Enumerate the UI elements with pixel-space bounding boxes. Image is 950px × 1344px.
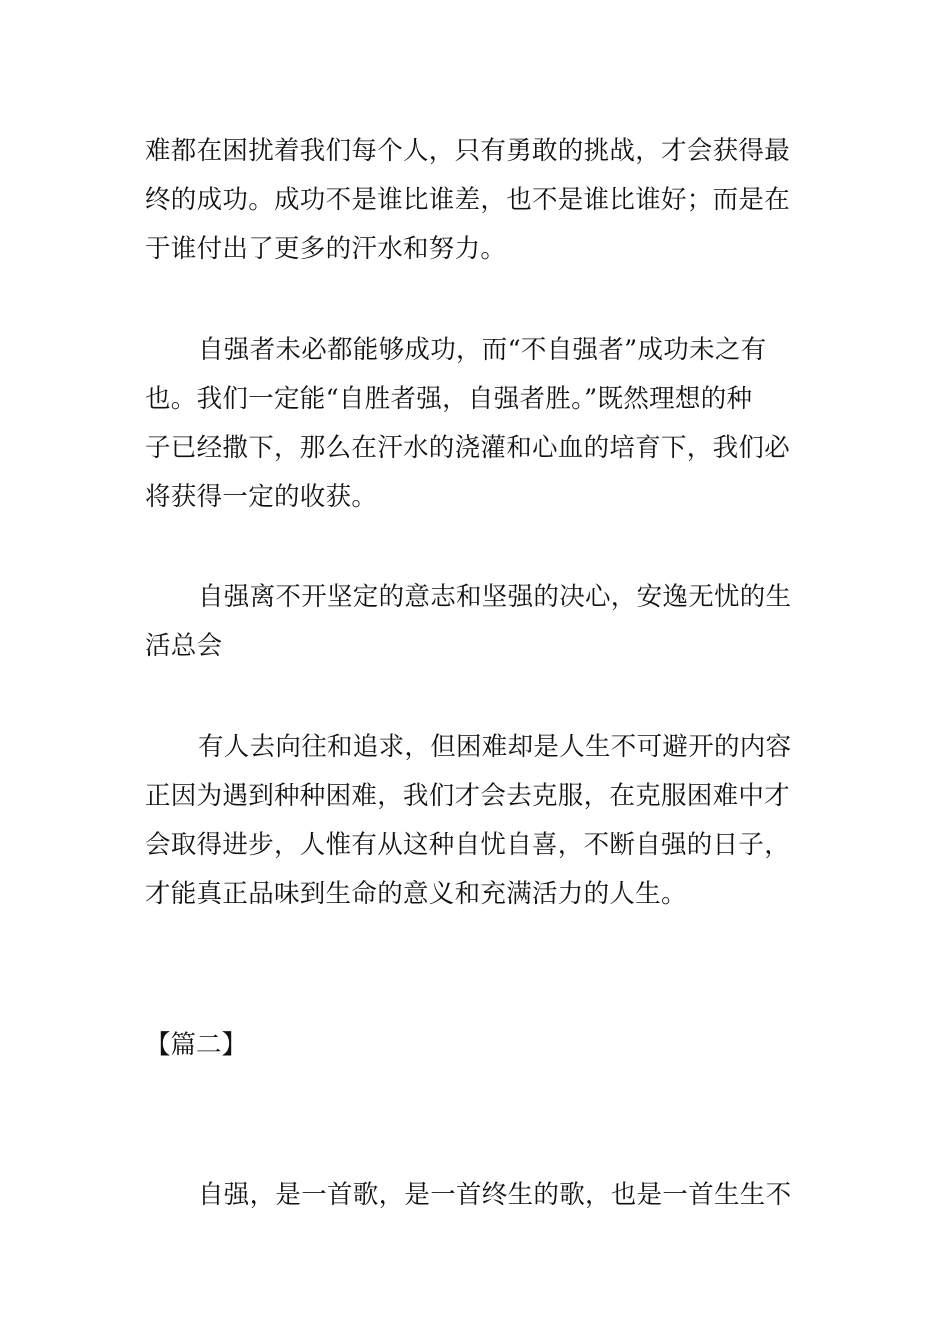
- paragraph-line: 于谁付出了更多的汗水和努力。: [145, 234, 507, 264]
- paragraph-line: 活总会: [145, 631, 223, 661]
- paragraph-line: 有人去向往和追求，但困难却是人生不可避开的内容: [198, 732, 792, 762]
- paragraph-line: 才能真正品味到生命的意义和充满活力的人生。: [145, 879, 687, 909]
- paragraph-line: 也。我们一定能“自胜者强，自强者胜。”既然理想的种: [145, 384, 753, 414]
- paragraph-line: 子已经撒下，那么在汗水的浇灌和心血的培育下，我们必: [145, 433, 791, 463]
- paragraph-line: 自强者未必都能够成功，而“不自强者”成功未之有: [198, 335, 767, 365]
- paragraph-line: 自强，是一首歌，是一首终生的歌，也是一首生生不: [198, 1180, 792, 1210]
- paragraph-line: 正因为遇到种种困难，我们才会去克服，在克服困难中才: [145, 781, 791, 811]
- paragraph-line: 终的成功。成功不是谁比谁差，也不是谁比谁好；而是在: [145, 185, 791, 215]
- paragraph-line: 将获得一定的收获。: [145, 482, 378, 512]
- paragraph-line: 难都在困扰着我们每个人，只有勇敢的挑战，才会获得最: [145, 136, 791, 166]
- paragraph-line: 自强离不开坚定的意志和坚强的决心，安逸无忧的生: [198, 582, 792, 612]
- section-heading: 【篇二】: [145, 1030, 248, 1060]
- paragraph-line: 会取得进步，人惟有从这种自忧自喜，不断自强的日子，: [145, 830, 791, 860]
